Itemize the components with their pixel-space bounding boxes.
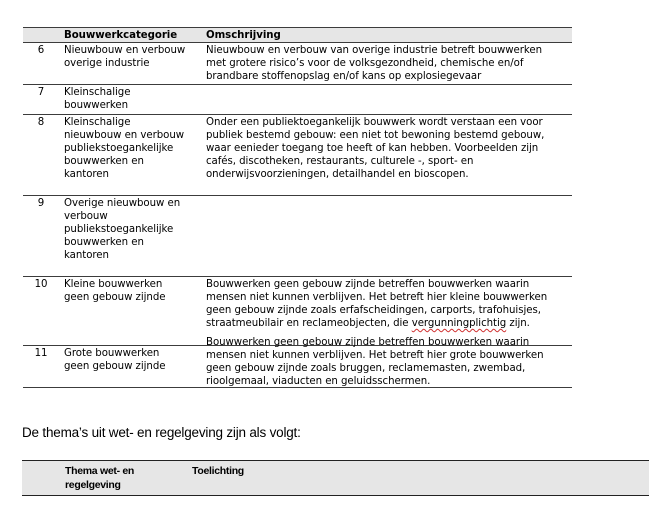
table-row bbox=[23, 337, 572, 388]
category-line: geen gebouw zijnde bbox=[64, 292, 166, 303]
row-description bbox=[206, 278, 568, 330]
header-theme bbox=[65, 464, 165, 492]
row-description bbox=[206, 44, 568, 83]
category-line: kantoren bbox=[64, 250, 109, 261]
table-row bbox=[23, 115, 572, 196]
category-line: nieuwbouw en verbouw bbox=[64, 130, 185, 141]
category-line: bouwwerken bbox=[64, 100, 129, 111]
row-description bbox=[206, 336, 568, 388]
description-line: waar eenieder toegang toe heeft of kan hebben. Voorbeelden zijn bbox=[206, 143, 539, 154]
description-line: Bouwwerken geen gebouw zijnde betreffen bouwwerken waarin bbox=[206, 279, 530, 290]
category-line: verbouw bbox=[64, 211, 108, 222]
description-line: rioolgemaal, viaducten en geluidsschermen. bbox=[206, 376, 431, 387]
description-text: zijn. bbox=[506, 318, 530, 329]
row-number: 7 bbox=[37, 87, 45, 98]
header-theme-line: Thema wet- en bbox=[65, 465, 135, 477]
description-line: mensen niet kunnen verblijven. Het betreft hier grote bouwwerken bbox=[206, 350, 544, 361]
header-explanation: Toelichting bbox=[192, 465, 244, 477]
description-line: Onder een publiektoegankelijk bouwwerk wordt verstaan een voor bbox=[206, 117, 543, 128]
header-theme-line: regelgeving bbox=[65, 479, 121, 491]
description-line: geen gebouw zijnde zoals erfafscheidingen, carports, trafohuisjes, bbox=[206, 305, 541, 316]
spellcheck-flagged-word[interactable]: vergunningplichtig bbox=[411, 318, 507, 329]
header-description: Omschrijving bbox=[206, 30, 281, 41]
description-line: onderwijsvoorzieningen, detailhandel en bioscopen. bbox=[206, 169, 469, 180]
row-description bbox=[206, 116, 568, 181]
row-category bbox=[64, 116, 204, 181]
category-line: kantoren bbox=[64, 169, 109, 180]
description-line bbox=[206, 317, 568, 330]
header-category: Bouwwerkcategorie bbox=[64, 30, 178, 41]
row-number: 10 bbox=[34, 279, 48, 290]
row-number: 6 bbox=[37, 45, 45, 56]
description-line: publiek bestemd gebouw: een niet tot bewoning bestemd gebouw, bbox=[206, 130, 545, 141]
row-category bbox=[64, 86, 204, 112]
intro-paragraph: De thema’s uit wet- en regelgeving zijn als volgt: bbox=[22, 425, 301, 440]
description-line: Bouwwerken geen gebouw zijnde betreffen bouwwerken waarin bbox=[206, 337, 530, 348]
category-line: geen gebouw zijnde bbox=[64, 361, 166, 372]
row-category bbox=[64, 347, 204, 373]
category-line: bouwwerken en bbox=[64, 156, 144, 167]
row-category bbox=[64, 197, 204, 262]
row-number: 11 bbox=[34, 348, 48, 359]
description-line: cafés, discotheken, restaurants, culturele -, sport- en bbox=[206, 156, 474, 167]
category-line: overige industrie bbox=[64, 58, 150, 69]
category-line: Kleine bouwwerken bbox=[64, 279, 163, 290]
regulation-themes-table-header bbox=[22, 460, 649, 496]
category-line: Grote bouwwerken bbox=[64, 348, 160, 359]
row-category bbox=[64, 278, 204, 304]
table-row bbox=[23, 196, 572, 277]
table-row bbox=[23, 43, 572, 85]
category-line: bouwwerken en bbox=[64, 237, 144, 248]
category-line: Overige nieuwbouw en bbox=[64, 198, 181, 209]
row-category bbox=[64, 44, 204, 70]
table-header bbox=[23, 27, 572, 43]
description-line: geen gebouw zijnde zoals bruggen, reclamemasten, zwembad, bbox=[206, 363, 526, 374]
category-line: publiekstoegankelijke bbox=[64, 143, 174, 154]
table-row bbox=[23, 85, 572, 115]
description-line: brandbare stoffenopslag en/of kans op explosiegevaar bbox=[206, 71, 482, 82]
category-line: Kleinschalige bbox=[64, 87, 131, 98]
description-line: mensen niet kunnen verblijven. Het betreft hier kleine bouwwerken bbox=[206, 292, 548, 303]
category-line: Kleinschalige bbox=[64, 117, 131, 128]
row-number: 9 bbox=[37, 198, 45, 209]
description-line: met grotere risico’s voor de volksgezondheid, chemische en/of bbox=[206, 58, 524, 69]
category-line: Nieuwbouw en verbouw bbox=[64, 45, 186, 56]
row-number: 8 bbox=[37, 117, 45, 128]
description-line: Nieuwbouw en verbouw van overige industrie betreft bouwwerken bbox=[206, 45, 543, 56]
category-line: publiekstoegankelijke bbox=[64, 224, 174, 235]
description-text: straatmeubilair en reclameobjecten, die bbox=[206, 318, 412, 329]
